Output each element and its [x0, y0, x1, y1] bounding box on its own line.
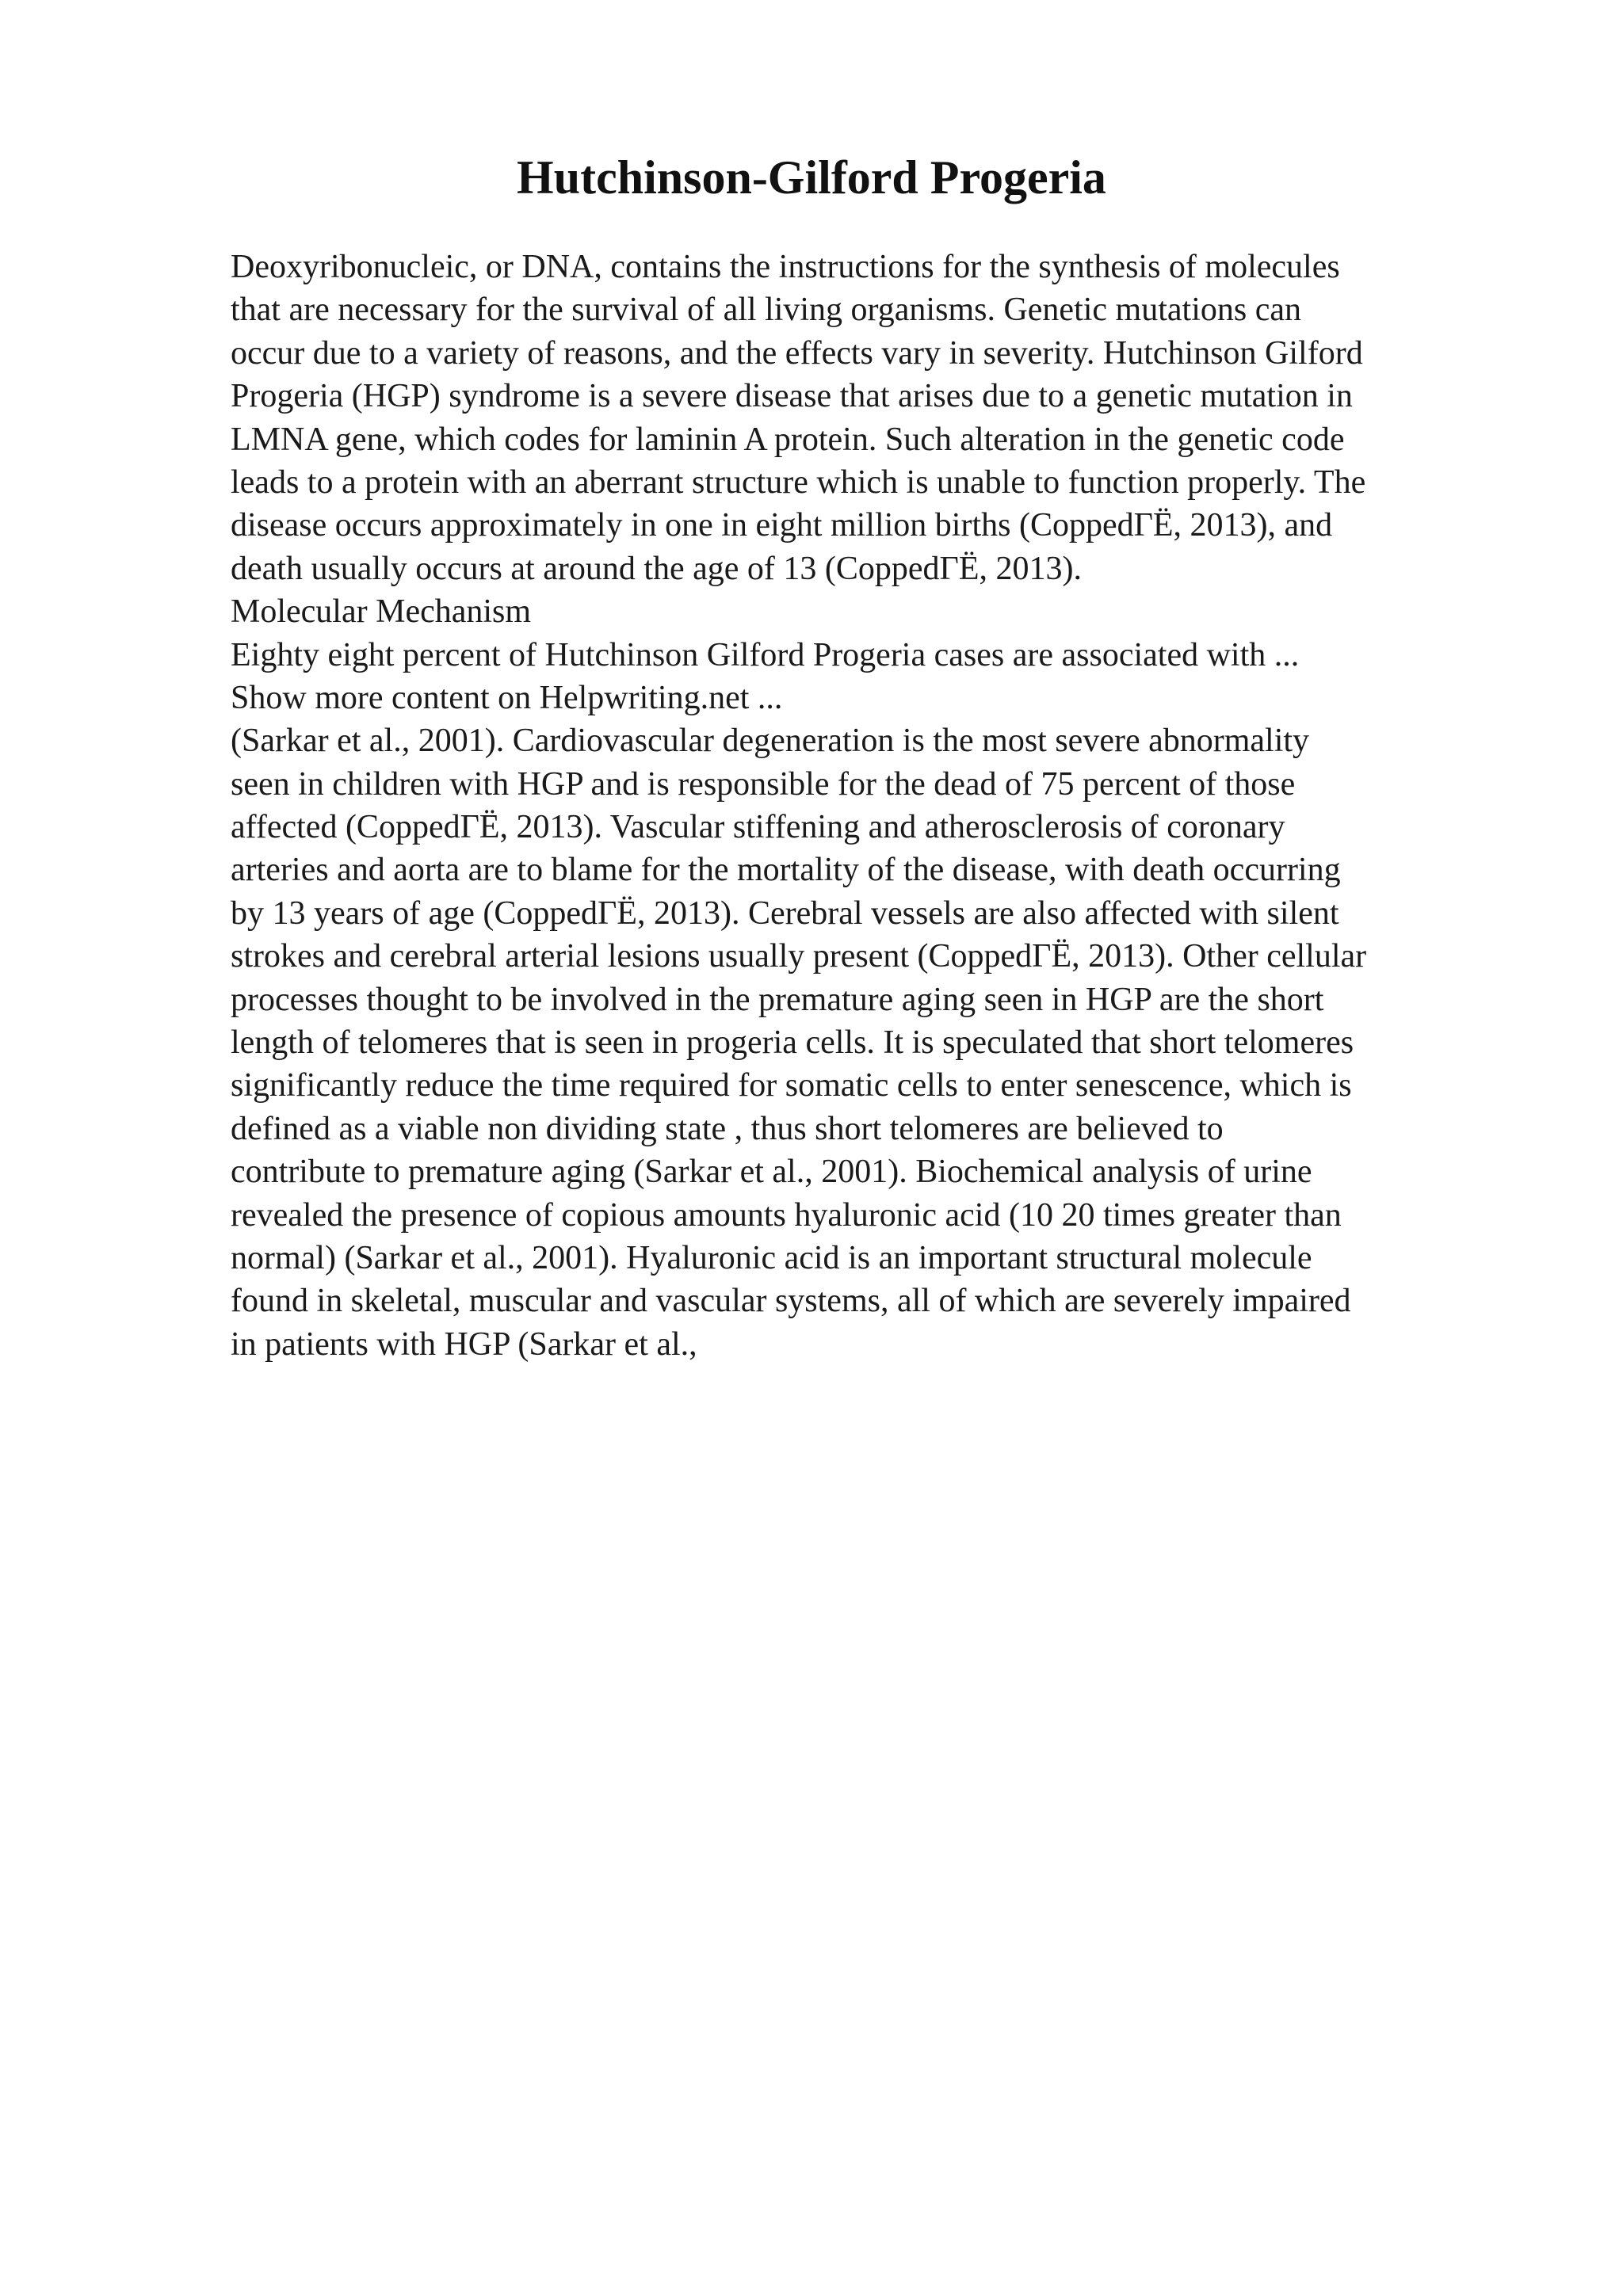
body-line: significantly reduce the time required for somatic cells to enter senescence, which is [231, 1067, 1352, 1104]
body-line: in patients with HGP (Sarkar et al., [231, 1325, 697, 1363]
body-line: that are necessary for the survival of all living organisms. Genetic mutations can [231, 292, 1301, 329]
show-more-line: Show more content on Helpwriting.net ... [231, 679, 783, 716]
body-line: death usually occurs at around the age of 13 (CoppedГЁ, 2013). [231, 550, 1082, 587]
body-line: arteries and aorta are to blame for the mortality of the disease, with death occurring [231, 852, 1341, 889]
body-line: processes thought to be involved in the premature aging seen in HGP are the short [231, 981, 1324, 1018]
body-line: defined as a viable non dividing state , thus short telomeres are believed to [231, 1110, 1224, 1147]
body-line: seen in children with HGP and is responsible for the dead of 75 percent of those [231, 765, 1296, 803]
body-line: revealed the presence of copious amounts hyaluronic acid (10 20 times greater than [231, 1196, 1342, 1234]
body-line: by 13 years of age (CoppedГЁ, 2013). Cerebral vessels are also affected with silent [231, 894, 1339, 932]
body-line: leads to a protein with an aberrant structure which is unable to function properly. The [231, 463, 1366, 501]
body-line: (Sarkar et al., 2001). Cardiovascular degeneration is the most severe abnormality [231, 723, 1310, 760]
body-line: occur due to a variety of reasons, and the effects vary in severity. Hutchinson Gilford [231, 334, 1363, 372]
section-heading: Molecular Mechanism [231, 593, 532, 631]
body-line: affected (CoppedГЁ, 2013). Vascular stiffening and atherosclerosis of coronary [231, 809, 1285, 846]
body-line: LMNA gene, which codes for laminin A protein. Such alteration in the genetic code [231, 421, 1345, 458]
document-body [231, 246, 1530, 1366]
body-line: Progeria (HGP) syndrome is a severe disease that arises due to a genetic mutation in [231, 378, 1353, 415]
body-line: Eighty eight percent of Hutchinson Gilford Progeria cases are associated with ... [231, 636, 1300, 673]
document-title: Hutchinson-Gilford Progeria [517, 151, 1106, 204]
body-line: normal) (Sarkar et al., 2001). Hyaluronic acid is an important structural molecule [231, 1239, 1312, 1276]
body-line: contribute to premature aging (Sarkar et al., 2001). Biochemical analysis of urine [231, 1154, 1312, 1191]
body-line: strokes and cerebral arterial lesions usually present (CoppedГЁ, 2013). Other cellular [231, 938, 1367, 975]
body-line: disease occurs approximately in one in eight million births (CoppedГЁ, 2013), and [231, 507, 1333, 544]
body-line: Deoxyribonucleic, or DNA, contains the instructions for the synthesis of molecules [231, 249, 1340, 285]
body-line: found in skeletal, muscular and vascular systems, all of which are severely impaired [231, 1283, 1351, 1320]
body-line: length of telomeres that is seen in progeria cells. It is speculated that short telomeres [231, 1024, 1354, 1062]
